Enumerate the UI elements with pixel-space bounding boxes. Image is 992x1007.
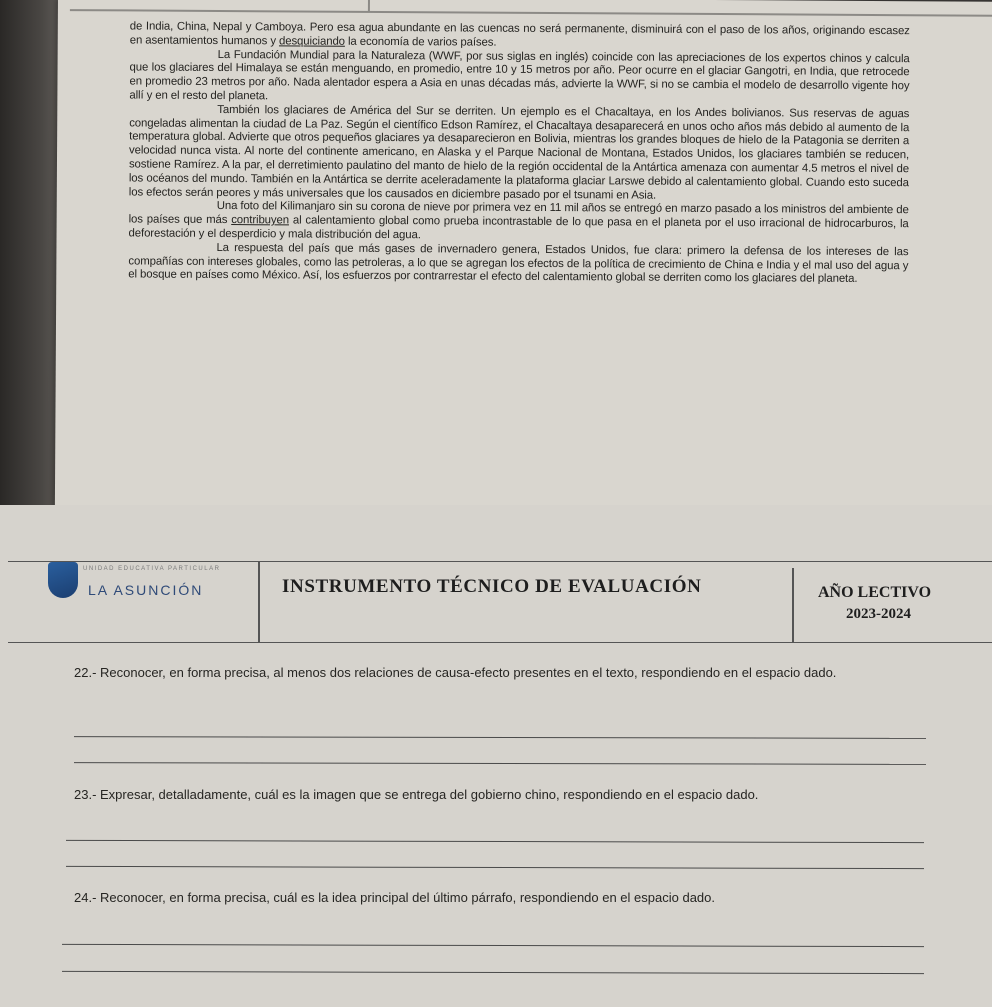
answer-line[interactable] (66, 840, 924, 844)
school-name: LA ASUNCIÓN (88, 582, 204, 598)
paragraph-5: La respuesta del país que más gases de invernadero genera, Estados Unidos, fue clara: primero la defensa de los intereses de las compañías con intereses globales, como las petroleras, a lo que se agregan los efectos de la política de crecimiento de China e India y el mal uso del agua y el bosque en países como México. Así, los esfuerzos por contrarrestar el efecto del calentamiento global se derriten como los glaciares del planeta. (128, 241, 909, 286)
school-year-label: AÑO LECTIVO (818, 584, 932, 601)
school-subtitle: UNIDAD EDUCATIVA PARTICULAR (83, 566, 221, 572)
answer-line[interactable] (62, 944, 924, 948)
question-23: 23.- Expresar, detalladamente, cuál es la imagen que se entrega del gobierno chino, respondiendo en el espacio dado. (74, 787, 759, 802)
underlined-word: contribuyen (231, 214, 290, 227)
paragraph-2: La Fundación Mundial para la Naturaleza (WWF, por sus siglas en inglés) coincide con las apreciaciones de los expertos chinos y calcula que los glaciares del Himalaya se están menguando, en promedio, entre 10 y 15 metros por año. Peor ocurre en el glaciar Gangotri, en India, que retrocede en promedio 23 metros por año. Nada alentador espera a Asia en unas décadas más, advierte la WWF, si no se cambia el modelo de desarrollo vigente hoy allí y en el resto del planeta. (129, 48, 910, 103)
answer-line[interactable] (74, 736, 926, 739)
underlined-word: desquiciando (278, 35, 345, 48)
question-22: 22.- Reconocer, en forma precisa, al menos dos relaciones de causa-efecto presentes en el texto, respondiendo en el espacio dado. (74, 665, 837, 680)
school-year-value: 2023-2024 (846, 606, 911, 622)
header-divider (258, 562, 260, 642)
page-top-rule (70, 9, 992, 17)
evaluation-page (0, 505, 992, 1007)
school-logo-icon (48, 562, 78, 598)
paragraph-1: de India, China, Nepal y Camboya. Pero esa agua abundante en las cuencas no será permanente, disminuirá con el paso de los años, originando escasez en asentamientos humanos y desquiciando la economía de varios países. (129, 20, 910, 49)
answer-line[interactable] (66, 866, 924, 870)
instrument-title: INSTRUMENTO TÉCNICO DE EVALUACIÓN (282, 576, 702, 597)
reading-page (55, 0, 992, 532)
paragraph-4: Una foto del Kilimanjaro sin su corona de nieve por primera vez en 11 mil años se entregó en marzo pasado a los ministros del ambiente de los países que más contribuyen al calentamiento global como prueba incontrastable de lo que pasa en el planeta por el uso irracional de hidrocarburos, la deforestación y el desperdicio y mala distribución del agua. (128, 200, 909, 242)
evaluation-header (8, 561, 992, 643)
paragraph-3: También los glaciares de América del Sur se derriten. Un ejemplo es el Chacaltaya, en los Andes bolivianos. Sus reservas de aguas congeladas alimentan la ciudad de La Paz. Según el científico Edson Ramírez, el Chacaltaya desaparecerá en unos ocho años más debido al aumento de la temperatura global. Advierte que otros pequeños glaciares ya desaparecieron en Bolivia, mientras los grandes bloques de hielo de la Patagonia se derriten a velocidad nunca vista. Al norte del continente americano, en Alaska y el Parque Nacional de Montana, Estados Unidos, los glaciares también se reducen, sostiene Ramírez. A la par, el derretimiento paulatino del manto de hielo de la región occidental de la Antártica amenaza con aumentar 4.5 metros el nivel de los océanos del mundo. También en la Antártica se derrite aceleradamente la plataforma glaciar Larswe debido al calentamiento global. Cuando esto suceda los efectos serán peores y más universales que los causados en diciembre pasado por el tsunami en Asia. (128, 103, 910, 202)
question-24: 24.- Reconocer, en forma precisa, cuál es la idea principal del último párrafo, respondiendo en el espacio dado. (74, 890, 715, 905)
answer-line[interactable] (62, 971, 924, 975)
answer-line[interactable] (74, 762, 926, 765)
header-divider (792, 568, 794, 642)
reading-passage (128, 20, 910, 287)
